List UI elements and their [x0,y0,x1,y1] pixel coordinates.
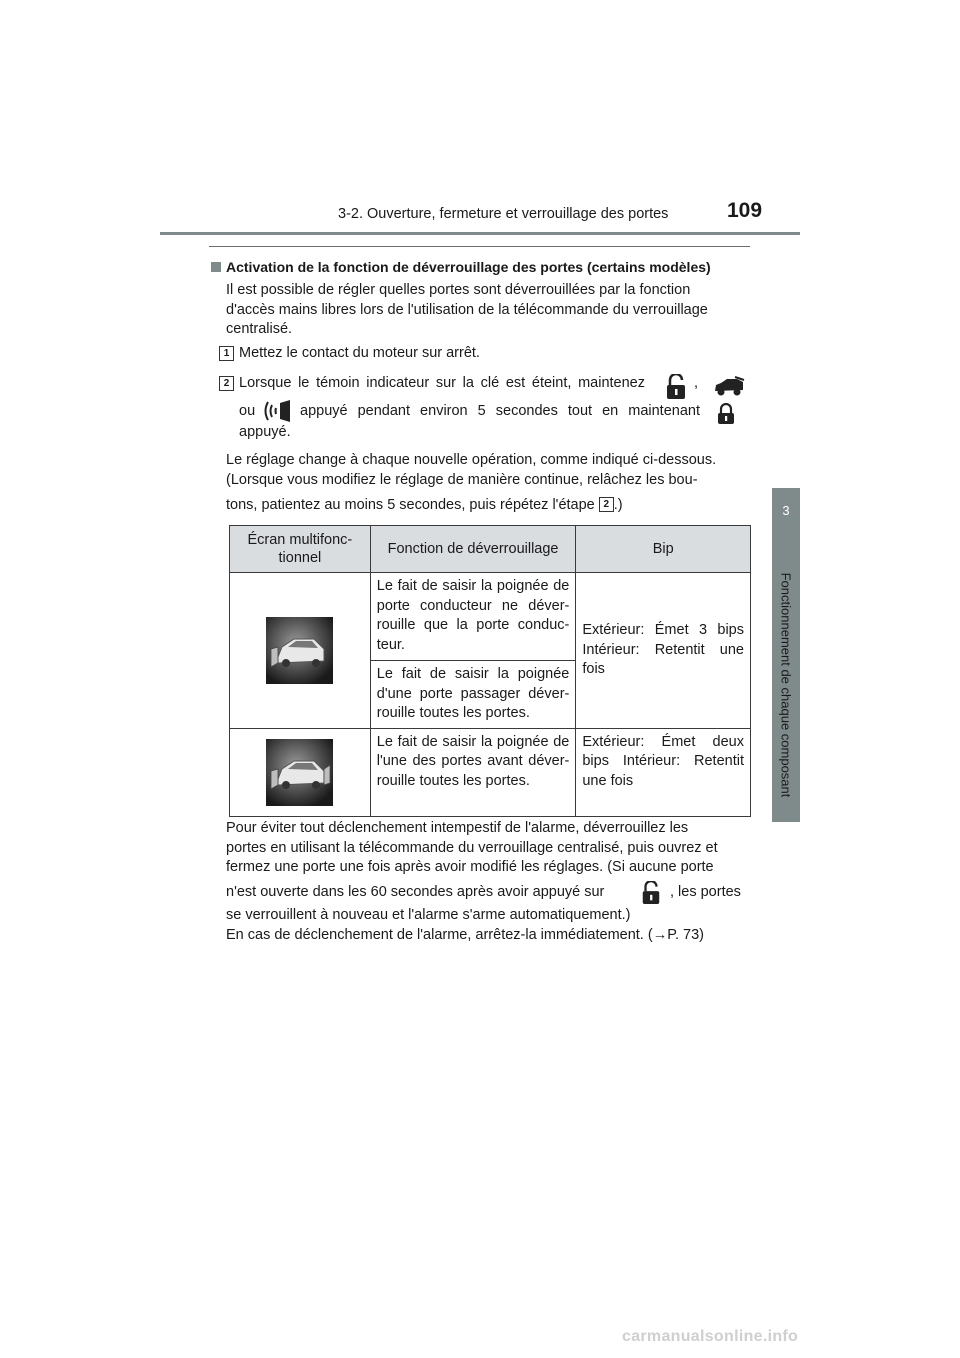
warning-line-4a: n'est ouverte dans les 60 secondes après avoir appuyé sur [226,884,605,900]
note-text-end: .) [613,497,623,513]
step-2-text: Lorsque le témoin indicateur sur la clé est éteint, maintenez [239,375,645,391]
header-rule [160,232,800,235]
section-title [211,259,711,275]
intro-line: centralisé. [226,321,293,337]
step-1-number: 1 [219,346,234,361]
section-divider [209,246,750,247]
chapter-label: Fonctionnement de chaque composant [778,572,794,798]
table-cell-bip: Extérieur: Émet deux bips Intérieur: Retentit une fois [576,728,751,816]
panic-alarm-icon [262,398,294,424]
table-header-row [230,526,751,573]
table-header-bip: Bip [576,526,751,573]
warning-line: fermez une porte une fois après avoir modifié les réglages. (Si aucune porte [226,859,714,875]
section-title-text: Activation de la fonction de déverrouillage des portes (certains modèles) [226,259,711,275]
table-cell-function: Le fait de saisir la poignée d'une porte passager déver-rouille toutes les portes. [370,661,576,729]
intro-line: d'accès mains libres lors de l'utilisation de la télécommande du verrouillage [226,301,708,318]
step-2-comma: , [694,375,699,391]
chapter-tab [772,488,800,548]
step-ref-2: 2 [599,497,614,512]
section-bullet-icon [211,262,221,272]
unlock-icon [664,374,688,400]
unlock-icon [640,881,662,905]
warning-line: En cas de déclenchement de l'alarme, arrêtez-la immédiatement. (→P. 73) [226,926,705,943]
step-2-end: appuyé. [239,424,291,440]
car-driver-door-open-icon [266,617,333,684]
lock-icon [716,403,736,425]
warning-line-4b: , les portes [670,884,741,900]
note-text: tons, patientez au moins 5 secondes, puis répétez l'étape [226,497,595,513]
table-header-display [230,526,371,573]
trunk-car-icon [713,376,745,398]
note-line: (Lorsque vous modifiez le réglage de manière continue, relâchez les bou- [226,471,698,488]
table-row [230,573,751,661]
table-cell-image [230,573,371,729]
step-1-text: Mettez le contact du moteur sur arrêt. [239,345,480,361]
warning-paragraph [226,819,746,878]
header-text: tionnel [278,550,322,566]
step-2-or: ou [239,403,256,419]
warning-line: portes en utilisant la télécommande du verrouillage centralisé, puis ouvrez et [226,839,718,856]
table-cell-image [230,728,371,816]
note-line-3 [226,497,623,514]
unlock-settings-table [229,525,751,817]
table-cell-function: Le fait de saisir la poignée de l'une des portes avant déver-rouille toutes les portes. [370,728,576,816]
header-text: Écran multifonc- [247,532,353,548]
warning-paragraph-end [226,906,746,945]
header-section-title: 3-2. Ouverture, fermeture et verrouillage des portes [338,206,669,222]
intro-paragraph [226,281,746,340]
table-row [230,728,751,816]
note-line: Le réglage change à chaque nouvelle opération, comme indiqué ci-dessous. [226,452,717,468]
warning-line: se verrouillent à nouveau et l'alarme s'arme automatiquement.) [226,907,631,923]
car-front-doors-open-icon [266,739,333,806]
table-cell-function: Le fait de saisir la poignée de porte conducteur ne déver-rouille que la porte conduc-teur. [370,573,576,661]
step-2-text-cont: appuyé pendant environ 5 secondes tout en maintenant [300,403,700,419]
step-2-number: 2 [219,376,234,391]
note-paragraph [226,451,746,490]
page-number: 109 [727,199,763,222]
table-cell-bip: Extérieur: Émet 3 bips Intérieur: Retentit une fois [576,573,751,729]
chapter-number: 3 [782,503,790,518]
table-header-function: Fonction de déverrouillage [370,526,576,573]
intro-line: Il est possible de régler quelles portes sont déverrouillées par la fonction [226,282,691,298]
warning-line: Pour éviter tout déclenchement intempestif de l'alarme, déverrouillez les [226,820,689,836]
watermark: carmanualsonline.info [622,1328,799,1345]
